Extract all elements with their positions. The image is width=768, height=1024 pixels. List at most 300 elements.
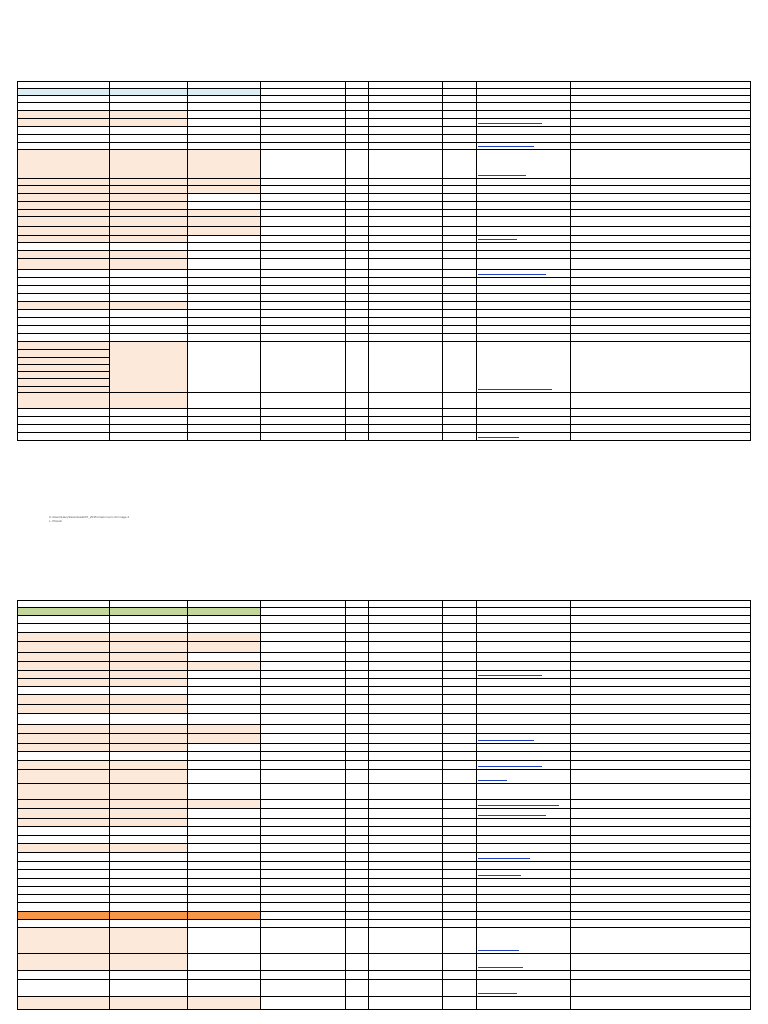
table-cell[interactable] <box>187 235 260 242</box>
table-cell[interactable] <box>570 242 751 250</box>
table-cell[interactable] <box>109 970 187 979</box>
table-cell[interactable] <box>109 242 187 250</box>
table-cell[interactable] <box>368 652 442 661</box>
hyperlink[interactable] <box>478 675 542 676</box>
table-cell[interactable] <box>442 615 476 623</box>
table-cell[interactable] <box>187 769 260 783</box>
table-cell[interactable] <box>570 878 751 886</box>
table-cell[interactable] <box>345 713 368 724</box>
table-cell[interactable] <box>109 751 187 760</box>
table-cell[interactable] <box>368 852 442 861</box>
hyperlink[interactable] <box>478 805 559 806</box>
table-cell[interactable] <box>17 235 109 242</box>
table-cell[interactable] <box>260 852 345 861</box>
table-cell[interactable] <box>260 250 345 258</box>
table-cell[interactable] <box>109 843 187 852</box>
table-cell[interactable] <box>442 81 476 88</box>
table-cell[interactable] <box>260 432 345 440</box>
table-cell[interactable] <box>345 242 368 250</box>
table-cell[interactable] <box>368 178 442 185</box>
table-cell[interactable] <box>17 724 109 733</box>
table-cell[interactable] <box>109 226 187 235</box>
table-cell[interactable] <box>368 269 442 277</box>
table-cell[interactable] <box>476 911 570 919</box>
table-cell[interactable] <box>442 970 476 979</box>
table-cell[interactable] <box>476 704 570 713</box>
hyperlink[interactable] <box>478 274 546 275</box>
table-cell[interactable] <box>476 81 570 88</box>
table-cell[interactable] <box>368 309 442 317</box>
table-cell[interactable] <box>570 724 751 733</box>
table-cell[interactable] <box>570 751 751 760</box>
table-cell[interactable] <box>345 678 368 686</box>
table-cell[interactable] <box>109 235 187 242</box>
table-cell[interactable] <box>109 615 187 623</box>
table-cell[interactable] <box>187 902 260 911</box>
table-cell[interactable] <box>187 615 260 623</box>
table-cell[interactable] <box>368 209 442 216</box>
table-cell[interactable] <box>570 149 751 178</box>
table-cell[interactable] <box>345 704 368 713</box>
table-cell[interactable] <box>570 808 751 818</box>
table-cell[interactable] <box>260 686 345 694</box>
table-cell[interactable] <box>345 600 368 607</box>
table-cell[interactable] <box>17 686 109 694</box>
table-cell[interactable] <box>368 996 442 1009</box>
table-cell[interactable] <box>476 142 570 149</box>
table-cell[interactable] <box>17 799 109 808</box>
table-cell[interactable] <box>442 861 476 869</box>
table-cell[interactable] <box>17 861 109 869</box>
table-cell[interactable] <box>345 110 368 118</box>
table-cell[interactable] <box>368 88 442 95</box>
table-cell[interactable] <box>345 979 368 996</box>
table-cell[interactable] <box>17 783 109 799</box>
hyperlink[interactable] <box>478 815 546 816</box>
table-cell[interactable] <box>368 226 442 235</box>
table-cell[interactable] <box>570 799 751 808</box>
table-cell[interactable] <box>345 818 368 826</box>
table-cell[interactable] <box>476 250 570 258</box>
table-cell[interactable] <box>570 285 751 293</box>
table-cell[interactable] <box>570 970 751 979</box>
table-cell[interactable] <box>345 250 368 258</box>
table-cell[interactable] <box>442 432 476 440</box>
table-cell[interactable] <box>187 919 260 927</box>
table-cell[interactable] <box>368 953 442 970</box>
table-cell[interactable] <box>260 226 345 235</box>
table-cell[interactable] <box>368 919 442 927</box>
table-cell[interactable] <box>260 979 345 996</box>
table-cell[interactable] <box>345 317 368 325</box>
table-cell[interactable] <box>17 979 109 996</box>
table-cell[interactable] <box>442 652 476 661</box>
table-cell[interactable] <box>109 911 187 919</box>
table-cell[interactable] <box>570 134 751 142</box>
table-cell[interactable] <box>368 341 442 392</box>
table-cell[interactable] <box>260 826 345 835</box>
table-cell[interactable] <box>442 149 476 178</box>
table-cell[interactable] <box>570 258 751 269</box>
table-cell[interactable] <box>476 743 570 751</box>
table-cell[interactable] <box>442 686 476 694</box>
table-cell[interactable] <box>109 743 187 751</box>
table-cell[interactable] <box>260 81 345 88</box>
table-cell[interactable] <box>109 632 187 641</box>
table-cell[interactable] <box>368 185 442 193</box>
table-cell[interactable] <box>476 209 570 216</box>
table-cell[interactable] <box>570 911 751 919</box>
table-cell[interactable] <box>187 652 260 661</box>
table-cell[interactable] <box>260 201 345 209</box>
table-cell[interactable] <box>442 185 476 193</box>
table-cell[interactable] <box>260 818 345 826</box>
table-cell[interactable] <box>442 733 476 743</box>
table-cell[interactable] <box>368 615 442 623</box>
table-cell[interactable] <box>476 178 570 185</box>
table-cell[interactable] <box>17 126 109 134</box>
table-cell[interactable] <box>570 919 751 927</box>
table-cell[interactable] <box>476 861 570 869</box>
table-cell[interactable] <box>17 317 109 325</box>
table-cell[interactable] <box>570 102 751 110</box>
hyperlink[interactable] <box>478 740 534 741</box>
table-cell[interactable] <box>442 333 476 341</box>
table-cell[interactable] <box>260 724 345 733</box>
table-cell[interactable] <box>368 126 442 134</box>
table-cell[interactable] <box>570 661 751 670</box>
table-cell[interactable] <box>187 886 260 894</box>
table-cell[interactable] <box>442 869 476 878</box>
table-cell[interactable] <box>187 878 260 886</box>
table-cell[interactable] <box>442 250 476 258</box>
table-cell[interactable] <box>442 996 476 1009</box>
table-cell[interactable] <box>17 185 109 193</box>
hyperlink[interactable] <box>478 950 519 951</box>
table-cell[interactable] <box>442 927 476 953</box>
table-cell[interactable] <box>109 285 187 293</box>
table-cell[interactable] <box>345 927 368 953</box>
table-cell[interactable] <box>17 694 109 704</box>
table-cell[interactable] <box>442 670 476 678</box>
table-cell[interactable] <box>345 149 368 178</box>
table-cell[interactable] <box>260 126 345 134</box>
table-cell[interactable] <box>442 285 476 293</box>
table-cell[interactable] <box>345 670 368 678</box>
table-cell[interactable] <box>187 713 260 724</box>
table-cell[interactable] <box>187 632 260 641</box>
table-cell[interactable] <box>109 886 187 894</box>
table-cell[interactable] <box>368 134 442 142</box>
table-cell[interactable] <box>17 886 109 894</box>
table-cell[interactable] <box>260 142 345 149</box>
table-cell[interactable] <box>368 424 442 432</box>
table-cell[interactable] <box>570 979 751 996</box>
table-cell[interactable] <box>570 733 751 743</box>
table-cell[interactable] <box>345 970 368 979</box>
table-cell[interactable] <box>476 216 570 226</box>
table-cell[interactable] <box>17 102 109 110</box>
table-cell[interactable] <box>476 869 570 878</box>
table-cell[interactable] <box>345 615 368 623</box>
table-cell[interactable] <box>368 835 442 843</box>
table-cell[interactable] <box>368 623 442 632</box>
table-cell[interactable] <box>368 783 442 799</box>
table-cell[interactable] <box>570 678 751 686</box>
table-cell[interactable] <box>109 317 187 325</box>
table-cell[interactable] <box>570 185 751 193</box>
table-cell[interactable] <box>442 134 476 142</box>
table-cell[interactable] <box>345 852 368 861</box>
table-cell[interactable] <box>17 333 109 341</box>
table-cell[interactable] <box>109 88 187 95</box>
table-cell[interactable] <box>109 408 187 416</box>
table-cell[interactable] <box>368 242 442 250</box>
table-cell[interactable] <box>442 277 476 285</box>
table-cell[interactable] <box>260 95 345 102</box>
table-cell[interactable] <box>187 149 260 178</box>
table-cell[interactable] <box>260 325 345 333</box>
table-cell[interactable] <box>109 826 187 835</box>
table-cell[interactable] <box>17 996 109 1009</box>
table-cell[interactable] <box>260 751 345 760</box>
table-cell[interactable] <box>260 713 345 724</box>
table-cell[interactable] <box>442 632 476 641</box>
table-cell[interactable] <box>368 142 442 149</box>
table-cell[interactable] <box>442 979 476 996</box>
table-cell[interactable] <box>345 661 368 670</box>
table-cell[interactable] <box>345 869 368 878</box>
table-cell[interactable] <box>109 878 187 886</box>
table-cell[interactable] <box>109 416 187 424</box>
table-cell[interactable] <box>17 970 109 979</box>
table-cell[interactable] <box>476 818 570 826</box>
table-cell[interactable] <box>187 88 260 95</box>
table-cell[interactable] <box>476 783 570 799</box>
table-cell[interactable] <box>109 686 187 694</box>
table-cell[interactable] <box>442 783 476 799</box>
table-cell[interactable] <box>442 341 476 392</box>
table-cell[interactable] <box>17 285 109 293</box>
table-cell[interactable] <box>260 178 345 185</box>
table-cell[interactable] <box>570 216 751 226</box>
table-cell[interactable] <box>260 258 345 269</box>
table-cell[interactable] <box>345 996 368 1009</box>
table-cell[interactable] <box>368 201 442 209</box>
table-cell[interactable] <box>368 293 442 301</box>
table-cell[interactable] <box>442 911 476 919</box>
table-cell[interactable] <box>368 818 442 826</box>
table-cell[interactable] <box>109 118 187 126</box>
table-cell[interactable] <box>476 799 570 808</box>
table-cell[interactable] <box>17 277 109 285</box>
table-cell[interactable] <box>476 416 570 424</box>
table-cell[interactable] <box>442 193 476 201</box>
table-cell[interactable] <box>109 95 187 102</box>
table-cell[interactable] <box>345 285 368 293</box>
table-cell[interactable] <box>260 743 345 751</box>
table-cell[interactable] <box>442 293 476 301</box>
table-cell[interactable] <box>476 615 570 623</box>
table-cell[interactable] <box>368 751 442 760</box>
table-cell[interactable] <box>368 979 442 996</box>
table-cell[interactable] <box>345 843 368 852</box>
table-cell[interactable] <box>187 743 260 751</box>
table-cell[interactable] <box>187 301 260 309</box>
table-cell[interactable] <box>187 110 260 118</box>
table-cell[interactable] <box>442 704 476 713</box>
table-cell[interactable] <box>187 826 260 835</box>
table-cell[interactable] <box>442 226 476 235</box>
table-cell[interactable] <box>187 623 260 632</box>
table-cell[interactable] <box>109 185 187 193</box>
table-cell[interactable] <box>368 843 442 852</box>
table-cell[interactable] <box>260 341 345 392</box>
table-cell[interactable] <box>570 178 751 185</box>
table-cell[interactable] <box>187 201 260 209</box>
table-cell[interactable] <box>109 927 187 953</box>
table-cell[interactable] <box>260 843 345 852</box>
table-cell[interactable] <box>17 670 109 678</box>
table-cell[interactable] <box>570 953 751 970</box>
table-cell[interactable] <box>187 970 260 979</box>
table-cell[interactable] <box>109 134 187 142</box>
table-cell[interactable] <box>109 919 187 927</box>
table-cell[interactable] <box>260 808 345 818</box>
table-cell[interactable] <box>476 826 570 835</box>
table-cell[interactable] <box>476 424 570 432</box>
table-cell[interactable] <box>442 118 476 126</box>
table-cell[interactable] <box>570 743 751 751</box>
table-cell[interactable] <box>109 652 187 661</box>
table-cell[interactable] <box>109 818 187 826</box>
table-cell[interactable] <box>345 277 368 285</box>
table-cell[interactable] <box>476 678 570 686</box>
table-cell[interactable] <box>260 607 345 615</box>
table-cell[interactable] <box>345 724 368 733</box>
table-cell[interactable] <box>17 769 109 783</box>
table-cell[interactable] <box>442 694 476 704</box>
table-cell[interactable] <box>17 341 109 392</box>
table-cell[interactable] <box>17 88 109 95</box>
table-cell[interactable] <box>442 902 476 911</box>
table-cell[interactable] <box>442 301 476 309</box>
table-cell[interactable] <box>17 623 109 632</box>
table-cell[interactable] <box>109 250 187 258</box>
table-cell[interactable] <box>260 760 345 769</box>
table-cell[interactable] <box>368 733 442 743</box>
table-cell[interactable] <box>368 686 442 694</box>
table-cell[interactable] <box>187 670 260 678</box>
table-cell[interactable] <box>570 694 751 704</box>
table-cell[interactable] <box>17 641 109 652</box>
table-cell[interactable] <box>442 826 476 835</box>
table-cell[interactable] <box>109 341 187 392</box>
table-cell[interactable] <box>17 902 109 911</box>
table-cell[interactable] <box>187 193 260 201</box>
table-cell[interactable] <box>260 317 345 325</box>
table-cell[interactable] <box>345 293 368 301</box>
table-cell[interactable] <box>17 743 109 751</box>
table-cell[interactable] <box>17 760 109 769</box>
table-cell[interactable] <box>109 600 187 607</box>
table-cell[interactable] <box>345 126 368 134</box>
table-cell[interactable] <box>345 258 368 269</box>
table-cell[interactable] <box>260 424 345 432</box>
table-cell[interactable] <box>187 607 260 615</box>
table-cell[interactable] <box>476 88 570 95</box>
table-cell[interactable] <box>345 751 368 760</box>
table-cell[interactable] <box>476 894 570 902</box>
table-cell[interactable] <box>570 309 751 317</box>
table-cell[interactable] <box>570 81 751 88</box>
table-cell[interactable] <box>476 134 570 142</box>
table-cell[interactable] <box>476 258 570 269</box>
table-cell[interactable] <box>260 678 345 686</box>
table-cell[interactable] <box>260 293 345 301</box>
table-cell[interactable] <box>570 835 751 843</box>
table-cell[interactable] <box>109 432 187 440</box>
table-cell[interactable] <box>442 110 476 118</box>
table-cell[interactable] <box>109 209 187 216</box>
table-cell[interactable] <box>17 911 109 919</box>
table-cell[interactable] <box>260 600 345 607</box>
table-cell[interactable] <box>187 751 260 760</box>
table-cell[interactable] <box>260 408 345 416</box>
table-cell[interactable] <box>260 118 345 126</box>
table-cell[interactable] <box>476 852 570 861</box>
table-cell[interactable] <box>187 392 260 408</box>
table-cell[interactable] <box>17 678 109 686</box>
table-cell[interactable] <box>260 615 345 623</box>
table-cell[interactable] <box>109 760 187 769</box>
table-cell[interactable] <box>187 185 260 193</box>
table-cell[interactable] <box>476 95 570 102</box>
table-cell[interactable] <box>345 632 368 641</box>
table-cell[interactable] <box>570 408 751 416</box>
table-cell[interactable] <box>260 277 345 285</box>
table-cell[interactable] <box>187 678 260 686</box>
table-cell[interactable] <box>187 269 260 277</box>
table-cell[interactable] <box>260 392 345 408</box>
table-cell[interactable] <box>368 285 442 293</box>
table-cell[interactable] <box>109 835 187 843</box>
table-cell[interactable] <box>570 869 751 878</box>
table-cell[interactable] <box>260 919 345 927</box>
table-cell[interactable] <box>187 953 260 970</box>
table-cell[interactable] <box>345 769 368 783</box>
table-cell[interactable] <box>476 751 570 760</box>
table-cell[interactable] <box>476 953 570 970</box>
table-cell[interactable] <box>109 894 187 902</box>
table-cell[interactable] <box>368 118 442 126</box>
table-cell[interactable] <box>476 301 570 309</box>
table-cell[interactable] <box>368 878 442 886</box>
table-cell[interactable] <box>476 632 570 641</box>
table-cell[interactable] <box>17 301 109 309</box>
table-cell[interactable] <box>345 81 368 88</box>
table-cell[interactable] <box>442 392 476 408</box>
table-cell[interactable] <box>109 724 187 733</box>
table-cell[interactable] <box>260 285 345 293</box>
table-cell[interactable] <box>476 760 570 769</box>
table-cell[interactable] <box>368 216 442 226</box>
table-cell[interactable] <box>187 724 260 733</box>
table-cell[interactable] <box>109 953 187 970</box>
table-cell[interactable] <box>109 852 187 861</box>
table-cell[interactable] <box>570 713 751 724</box>
table-cell[interactable] <box>17 408 109 416</box>
